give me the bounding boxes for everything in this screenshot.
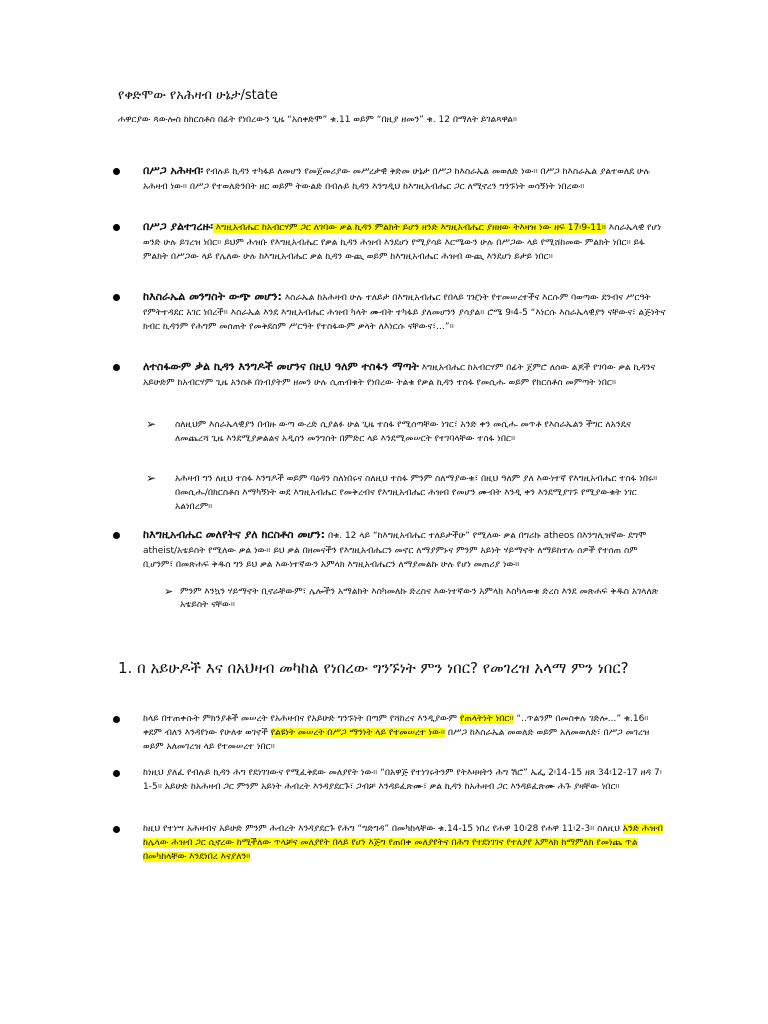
- arrow-bullet-icon: ➢: [164, 585, 174, 598]
- sub-bullet-item: [146, 418, 666, 446]
- bullet-item: [113, 766, 668, 794]
- page-title: የቀድሞው የአሕዛብ ሁኔታ/state: [118, 88, 278, 103]
- bullet-heading: ከእስራኤል መንግስት ውጭ መሆን:: [143, 290, 282, 303]
- intro-paragraph: ሐዋርያው ጳውሎስ ከክርስቶስ በፊት የነበረውን ጊዜ “አስቀድሞ” ቁ.11 ወይም “በዚያ ዘመን” ቁ. 12 በማለት ይገልጻዋል።: [118, 115, 518, 125]
- bullet-text: የብሉይ ኪዳን ተካፋይ ለመሆን የመጀመሪያው መሥረታዊ ቅድመ ሁኔታ በሥጋ ከእስራኤል መወለድ ነው። በሥጋ ከእስራኤል ያልተወለደ ሁሉ አሕዛብ ነው። በሥጋ የተወለድንበት ዘር ወይም ትውልድ በብሉይ ኪዳን እንግዲህ ከእግዚአብሔር ጋር ለሚኖረን ግንኙነት ወሳኝነት ነበረው።: [143, 167, 650, 192]
- bullet-item: [113, 164, 668, 194]
- bullet-item: [113, 528, 668, 573]
- bullet-item: [113, 822, 668, 864]
- question-heading: 1. በ አይሁዶች እና በአህዛብ መካከል የነበረው ግንኙነት ምን ነበር? የመገረዝ አላማ ምን ነበር?: [118, 659, 629, 677]
- highlighted-text: እግዚአብሔር ከአብርሃም ጋር ለገባው ቃል ኪዳን ምልክት ይሆን ዘንድ እግዚአብሔር ያዘዘው ትእዛዝ ነው ዘፍ 17፡9-11።: [212, 223, 606, 233]
- highlighted-text: የልዩነት መሠረት በሥጋ ማንነት ላይ የተመሠረተ ነው።: [270, 728, 445, 738]
- sub-bullet-item: [164, 586, 664, 612]
- bullet-text: እስራኤል ከአሕዛብ ሁሉ ተለይታ በእግዚአብሔር የበላይ ገዢነት የተመሠረተችና እርሱም ባወጣው ደንብና ሥርዓት የምትተዳደር አገር ነበረች። እስራኤል እንደ እግዚአብሔር ሕዝብ ካላት ሙብት ተካፋይ ያለመሆንን ያሳያል። ሮሜ 9፡4-5 “እነርሱ እስራኤላዊያን ናቸውና፣ ልጅነትና ክብር ኪዳንም የሕግም መሰጠት የመቅደስም ሥርዓት የተስፋውም ቃላት ለእነርሱ ናቸውና፣…”።: [143, 293, 666, 332]
- bullet-heading: በሥጋ ያልተገረዙ፡: [143, 220, 213, 233]
- bullet-item: [113, 360, 668, 390]
- bullet-heading: በሥጋ አሕዛብ፡: [143, 164, 204, 177]
- bullet-text: ከነዚህ ያለፈ የብሉይ ኪዳን ሕግ የደነገገውና የሚፈቅደው መለያየት ነው። “በአዋጅ የተነገሩትንም የትእዛዛትን ሕግ ሽሮ” ኤፌ 2፡14-15 ዘጸ 34፡12-17 ዘዳ 7፡1-5። አይሁድ ከአሕዛብ ጋር ምንም አይነት ሕብረት እንዳያደርጉ፣ ጋብቻ እንዳይፈጽሙ፣ ቃል ኪዳን ከአሕዛብ ጋር እንዳይፈጽሙ ሕጉ ያዛቸው ነበር።: [143, 768, 662, 792]
- arrow-bullet-icon: ➢: [146, 471, 157, 485]
- sub-bullet-text: ምንም እንኳን ሃይማኖት ቢኖራቸውም፣ ሌሎችን አማልክት እስካመለኩ ድረስና እውነተኛውን አምላክ እስካላወቁ ድረስ እንደ መጽሐፍ ቅዱስ አገላለጽ አቴይስት ናቸው።: [180, 587, 659, 610]
- highlighted-text: አንድ ሕዝብ ከሌላው ሕዝብ ጋር ሲኖረው ከሚችለው ጥላቻና መለያየት በላይ የሆነ እጅግ የጠበቀ መለያየትና በሕግ የተደነገገና የተለያየ አምላክ ከማምለክ የመነጨ ጥል በመካከላቸው እንደነበረ እናያለን።: [143, 824, 663, 862]
- sub-bullet-item: [146, 472, 666, 514]
- bullet-text: እግዚአብሔር ከአብርሃም በፊት ጀምሮ ለሰው ልጆች የገባው ቃል ኪዳንና አይሁድም ከአብርሃም ጊዜ አንስቶ በነብያትም ዘመን ሁሉ ሲጠብቁት የነበረው ትልቁ የቃል ኪዳን ተስፋ የመሲሑ ወይም የክርስቶስ መምጣት ነበር።: [143, 363, 656, 388]
- sub-bullet-text: አሕዛብ ግን ለዚህ ተስፋ እንግዶች ወይም ባዕዳን ስለነበሩና ስለዚህ ተስፋ ምንም ስለማያውቁ፣ በዚህ ዓለም ያለ እውነተኛ የእግዚአብሔር ተስፋ ነበሩ። በመሲሑ/በክርስቶስ እማካኝነት ወደ እግዚአብሔር የመቅረብና የእግዚአብሔር ሕዝብ የመሆን ሙብት እንዲ ቀን እንደሚያገኙ የሚያውቁት ነገር አልነበረም።: [175, 474, 658, 512]
- bullet-text: ከዚህ የተነሣ አሕዛብና አይሁድ ምንም ሕብረት እንዳያደርጉ የሕግ “ግድግዳ” በመካከላቸው ቁ.14-15 ነበረ የሐዋ 10፡28 የሐዋ 11፡2-3። ስለዚህ: [143, 824, 623, 834]
- bullet-text: በቁ. 12 ላይ “ከእግዚአብሔር ተለይታችሁ” የሚለው ቃል በግሪኩ atheos በእንግሊዝኛው ደግሞ atheist/አቴይስት የሚለው ቃል ነው። ይህ ቃል በዘመናችን የእግዚአብሔርን መኖር ለማያምኑና ምንም አይነት ሃይማኖት ለማይከተሉ ሰዎች የተሰጠ ስም ቢሆንም፣ በመጽሐፍ ቅዱስ ግን ይህ ቃል እውነተኛውን አምላክ እግዚአብሔርን ለማያመልኩ ሁሉ የሆነ መጠሪያ ነው።: [143, 531, 647, 570]
- bullet-item: [113, 290, 668, 335]
- sub-bullet-text: ስለዚህም እስራኤላዊያን በብዙ ውጣ ውረድ ሲያልፉ ሁል ጊዜ ተስፋ የሚሰጣቸው ነገር፣ አንድ ቀን መሲሑ መጥቶ የእስራኤልን ችግር ለአንዴና ለመጨረሻ ጊዜ እንደሚያቃልልና አዲስን መንግስት በምድር ላይ እንደሚመሠርት የተገባላቸው ተስፋ ነበር።: [175, 420, 631, 444]
- bullet-text: በሥጋ ከእስራኤል መወለድ ወይም አለመወለድ፣ በሥጋ መገረዝ ወይም አለመገረዝ ላይ የተመሠረተ ነበር።: [143, 728, 650, 752]
- bullet-text: “..ጥልንም በመስቀሉ ገድሎ...” ቁ.16። ቀደም ብለን እንዳየነው የሁለቱ ወገኖች: [143, 714, 649, 738]
- arrow-bullet-icon: ➢: [146, 417, 157, 431]
- bullet-heading: ከእግዚአብሔር መለየትና ያለ ክርስቶስ መሆን:: [143, 528, 326, 541]
- bullet-item: [113, 220, 668, 265]
- highlighted-text: የጠላትነት ነበር።: [459, 714, 514, 724]
- bullet-heading: ለተስፋውም ቃል ኪዳን እንግዶች መሆንና በዚህ ዓለም ተስፋን ማጣት: [143, 360, 419, 373]
- bullet-text: እስራኤላዊ የሆነ ወንድ ሁሉ ይገረዝ ነበር። ይህም ሕዝቡ የእግዚአብሔር የቃል ኪዳን ሕዝብ እንደሆነ የሚያሳይ እርሜውን ሁሉ በሥጋው ላይ የሚሸከመው ምልክት ነበር። ይፋ ምልክት በሥጋው ላይ የሌለው ሁሉ ከእግዚአብሔር ቃል ኪዳን ውጪ ወይም ከእግዚአብሔር ሕዝብ ውጪ እንደሆነ ይታይ ነበር።: [143, 223, 662, 262]
- bullet-item: [113, 712, 668, 754]
- bullet-text: ከላይ በተጠቀሱት ምክንያቶች መሠረት የአሕዛብና የአይሁድ ግንኙነት በጣም የሻከረና እንዲያውም: [143, 714, 460, 724]
